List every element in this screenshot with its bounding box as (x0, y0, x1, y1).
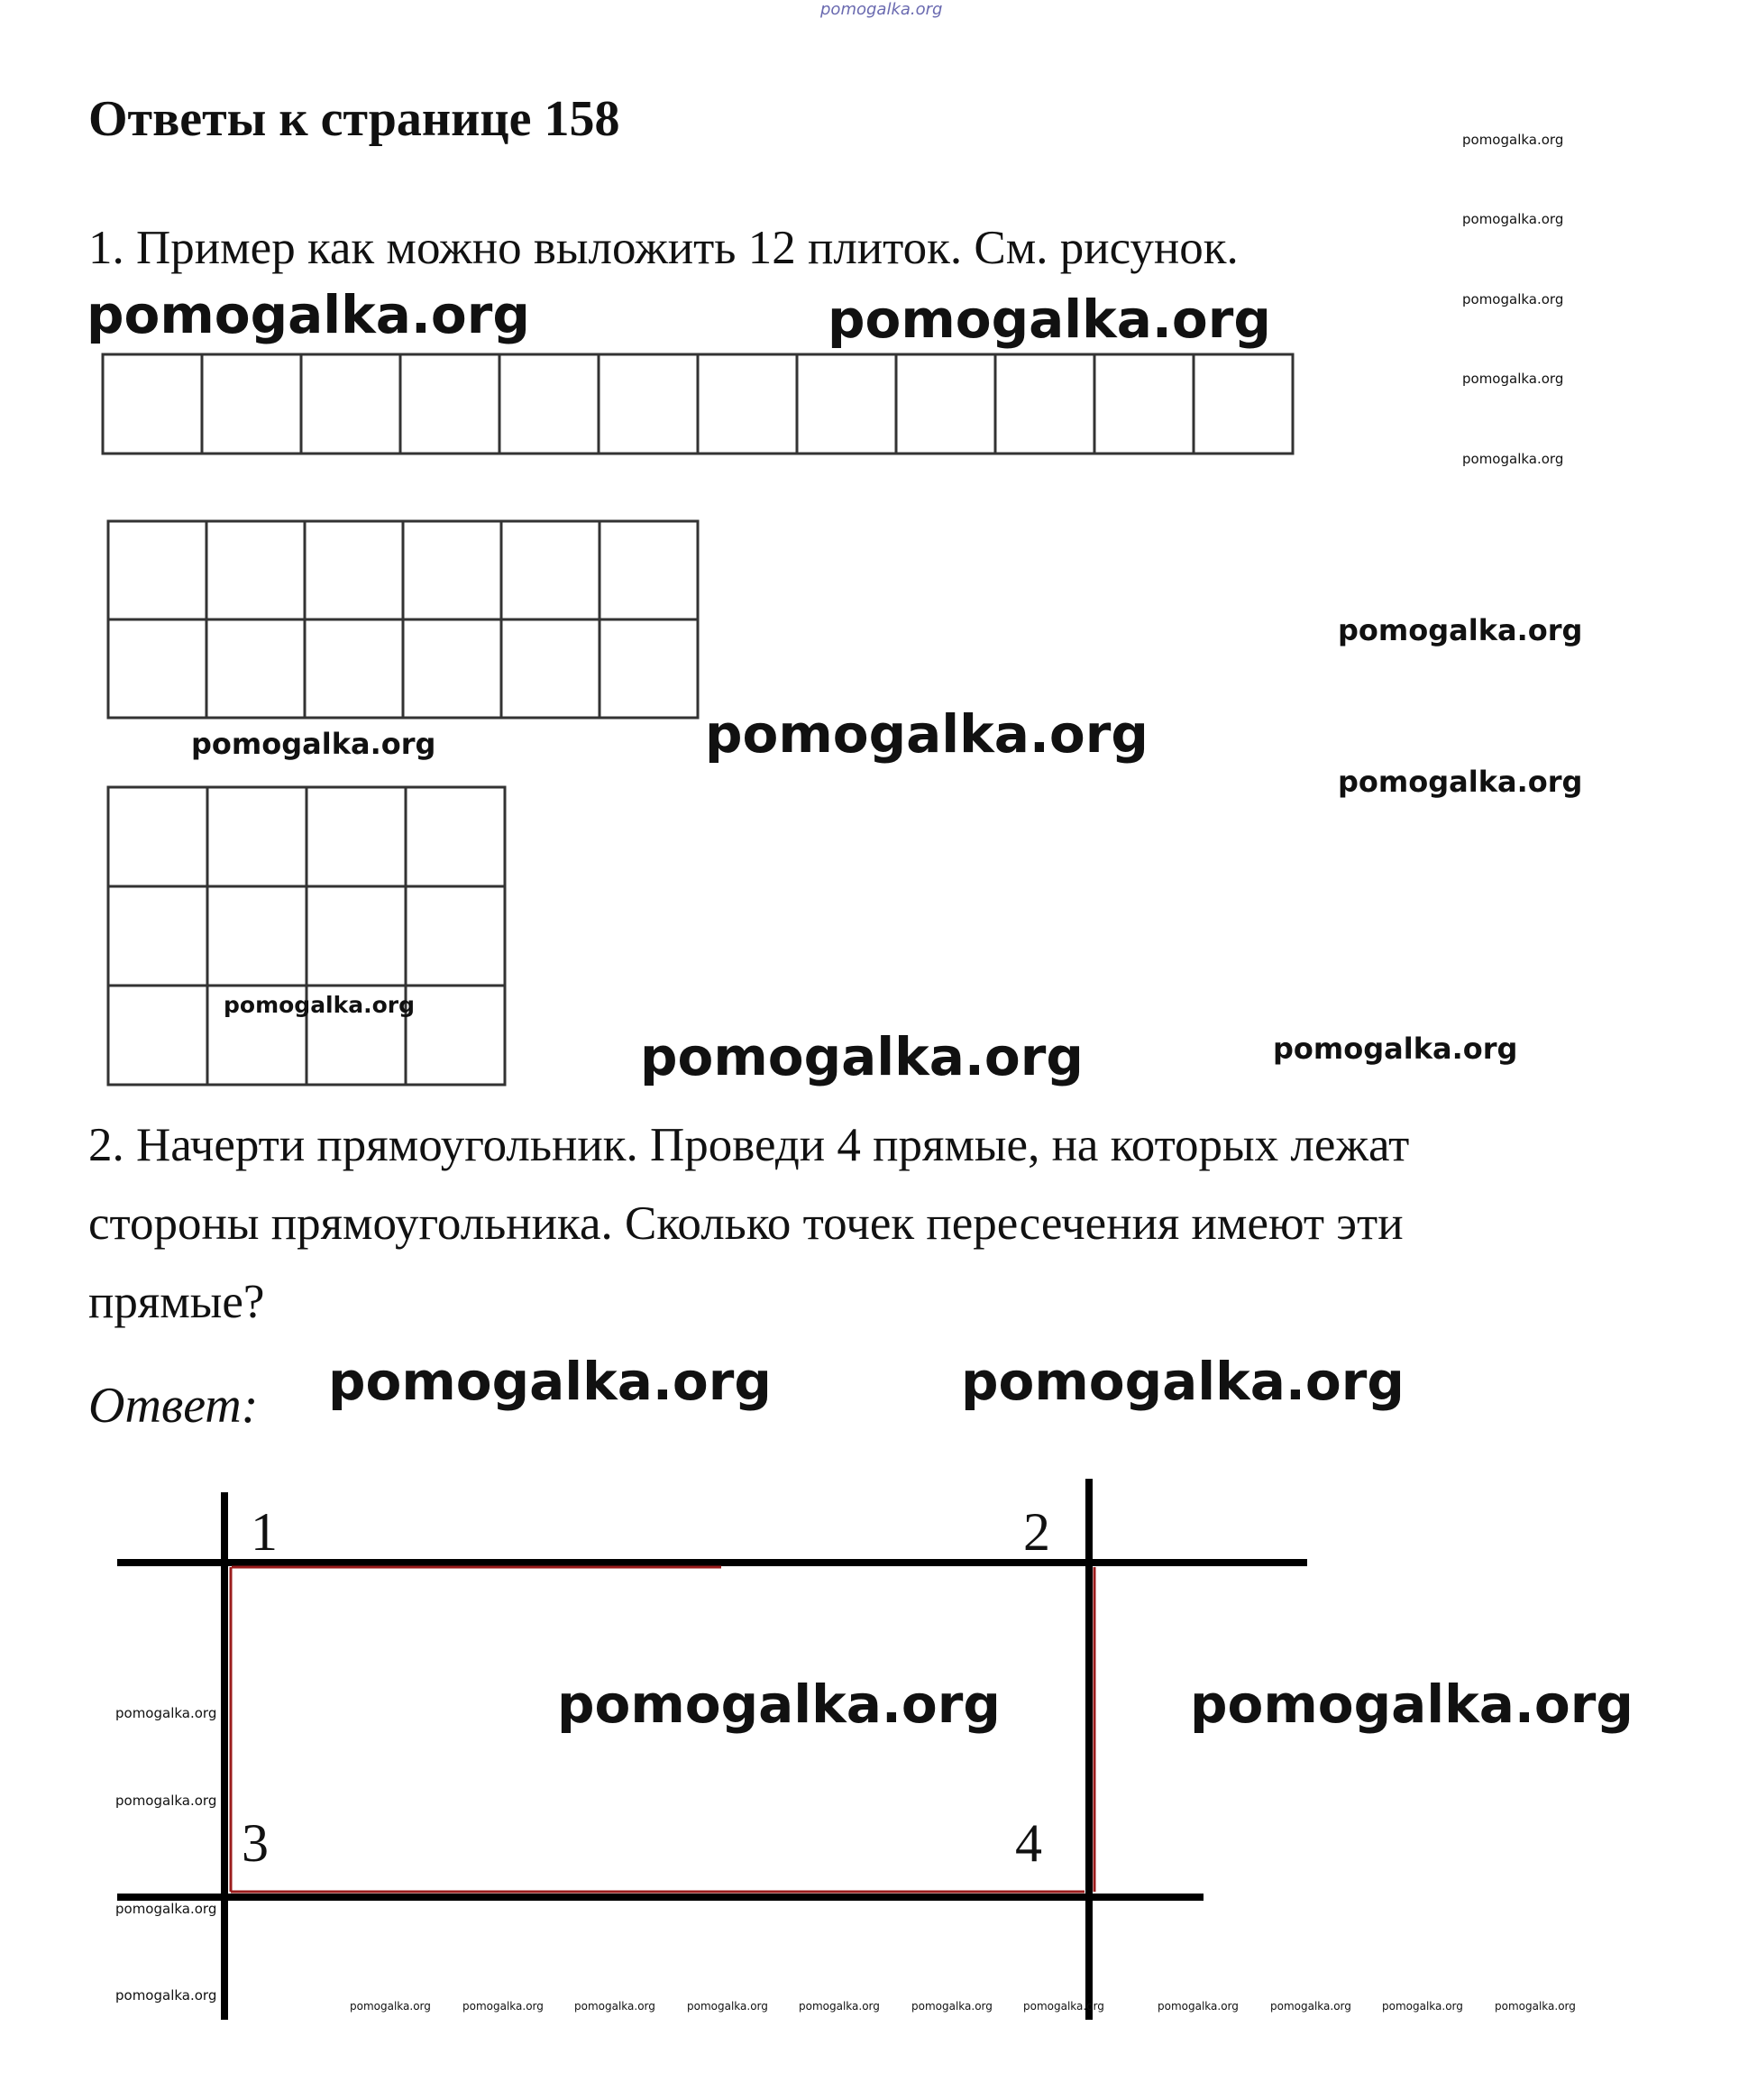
tile (995, 354, 1094, 454)
tile (103, 354, 202, 454)
tile (1194, 354, 1293, 454)
tile-grid-2x6 (108, 521, 698, 718)
watermark: pomogalka.org (1273, 1032, 1518, 1066)
watermark: pomogalka.org (1462, 451, 1564, 467)
watermark: pomogalka.org (87, 284, 530, 345)
tile (599, 521, 698, 619)
tile (307, 787, 406, 886)
tile-grid-3x4 (108, 787, 505, 1085)
tile (305, 521, 403, 619)
tile (403, 619, 501, 718)
watermark: pomogalka.org (1462, 291, 1564, 307)
tile (207, 886, 307, 986)
rectangle-diagram (117, 1479, 1307, 2020)
tile (108, 619, 206, 718)
watermark: pomogalka.org (574, 2000, 655, 2013)
tile (305, 619, 403, 718)
header-site-mark: pomogalka.org (820, 0, 943, 19)
watermark: pomogalka.org (115, 1987, 217, 2004)
tile (108, 787, 207, 886)
watermark: pomogalka.org (799, 2000, 880, 2013)
task2-line2: стороны прямоугольника. Сколько точек пересечения имеют эти (88, 1197, 1404, 1250)
tile (400, 354, 499, 454)
tile (206, 521, 305, 619)
watermark: pomogalka.org (1338, 613, 1583, 647)
tile (108, 886, 207, 986)
tile (1094, 354, 1194, 454)
watermark: pomogalka.org (1158, 2000, 1239, 2013)
watermark: pomogalka.org (350, 2000, 431, 2013)
tile (501, 521, 599, 619)
tile (501, 619, 599, 718)
watermark: pomogalka.org (462, 2000, 544, 2013)
tile (797, 354, 896, 454)
tile (108, 521, 206, 619)
page-title: Ответы к странице 158 (88, 91, 620, 147)
watermark: pomogalka.org (1462, 211, 1564, 227)
watermark: pomogalka.org (328, 1351, 772, 1412)
tile (406, 986, 505, 1085)
watermark: pomogalka.org (1023, 2000, 1104, 2013)
watermark: pomogalka.org (1190, 1674, 1634, 1735)
tile-grid-1x12 (103, 354, 1293, 454)
task1-text: 1. Пример как можно выложить 12 плиток. См. рисунок. (88, 222, 1239, 274)
watermark: pomogalka.org (224, 992, 416, 1018)
point-label-2: 2 (1023, 1502, 1050, 1562)
watermark: pomogalka.org (1382, 2000, 1463, 2013)
watermark: pomogalka.org (557, 1674, 1001, 1735)
tile (207, 787, 307, 886)
tile (406, 886, 505, 986)
tile (202, 354, 301, 454)
watermark: pomogalka.org (961, 1351, 1405, 1412)
watermark: pomogalka.org (1495, 2000, 1576, 2013)
tile (108, 986, 207, 1085)
tile (307, 886, 406, 986)
watermark: pomogalka.org (705, 703, 1149, 765)
tile (698, 354, 797, 454)
watermark: pomogalka.org (1462, 132, 1564, 148)
watermark: pomogalka.org (1338, 765, 1583, 799)
watermark: pomogalka.org (1270, 2000, 1351, 2013)
tile (206, 619, 305, 718)
task2-line1: 2. Начерти прямоугольник. Проведи 4 прямые, на которых лежат (88, 1119, 1410, 1171)
watermark: pomogalka.org (115, 1705, 217, 1721)
watermark: pomogalka.org (115, 1793, 217, 1809)
point-label-3: 3 (242, 1813, 269, 1873)
task2-line3: прямые? (88, 1276, 265, 1328)
tile (499, 354, 599, 454)
watermark: pomogalka.org (115, 1901, 217, 1917)
watermark: pomogalka.org (1462, 371, 1564, 387)
point-label-1: 1 (251, 1502, 278, 1562)
watermark: pomogalka.org (191, 727, 436, 761)
watermark: pomogalka.org (828, 289, 1271, 350)
tile (896, 354, 995, 454)
tile (406, 787, 505, 886)
tile (301, 354, 400, 454)
answer-label: Ответ: (88, 1378, 259, 1434)
point-label-4: 4 (1015, 1813, 1042, 1873)
tile (403, 521, 501, 619)
tile (599, 619, 698, 718)
watermark: pomogalka.org (640, 1026, 1084, 1087)
watermark: pomogalka.org (687, 2000, 768, 2013)
watermark: pomogalka.org (911, 2000, 993, 2013)
tile (599, 354, 698, 454)
